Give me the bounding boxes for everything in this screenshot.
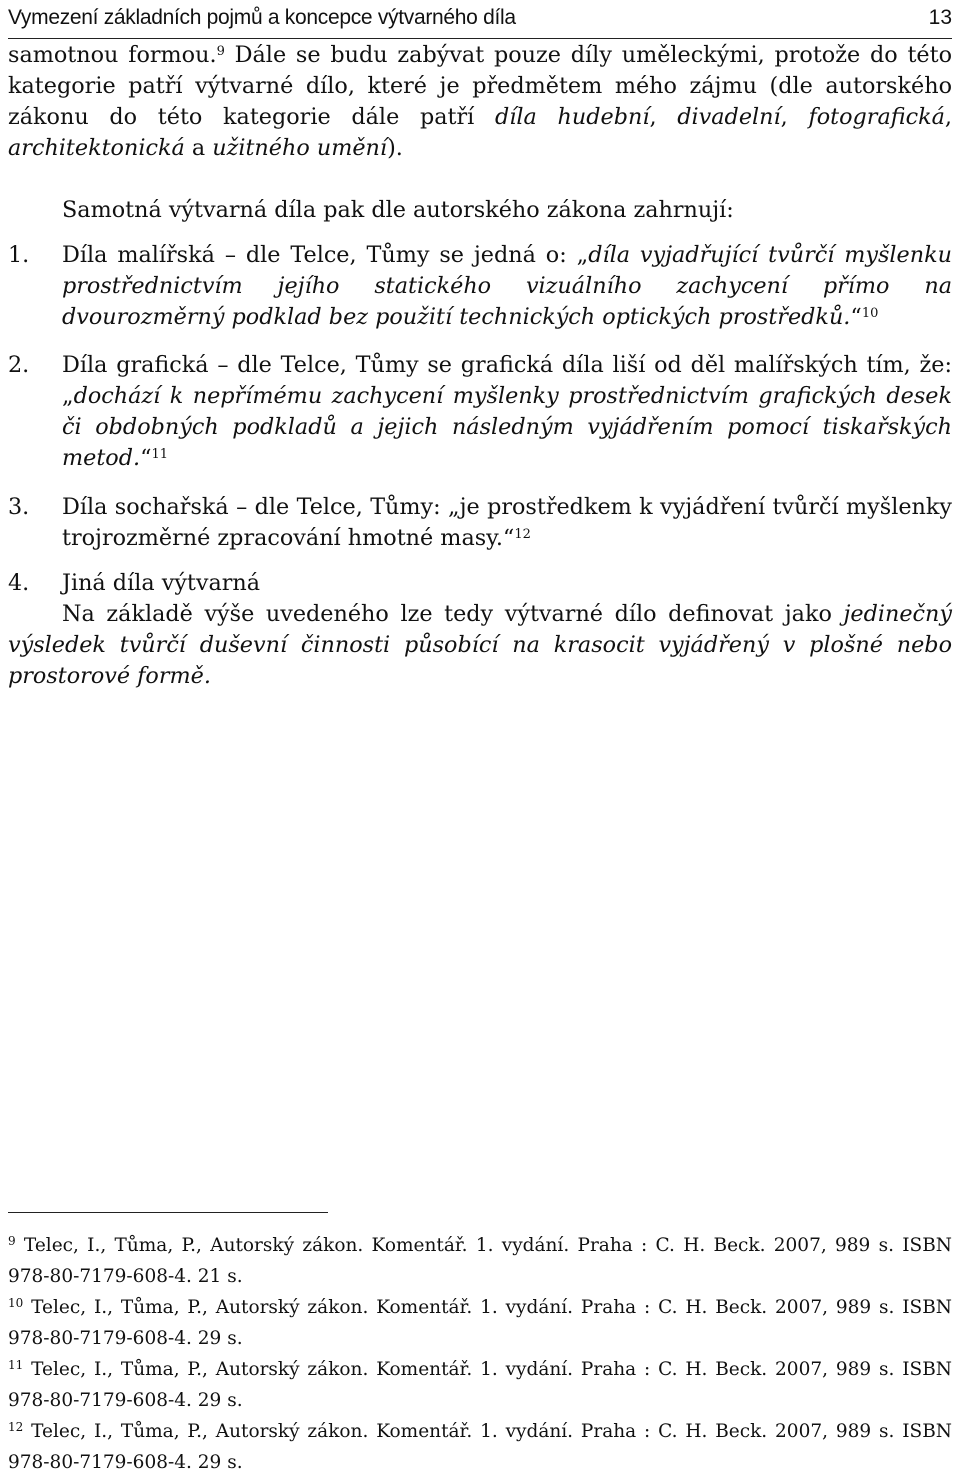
text-run: Díla malířská – dle Telce, Tůmy se jedná o: „ xyxy=(62,242,589,268)
page-number: 13 xyxy=(928,6,952,29)
text-run: Jiná díla výtvarná xyxy=(62,570,261,596)
footnote-reference: 11 xyxy=(151,447,169,462)
footnote-text: Telec, I., Tůma, P., Autorský zákon. Komentář. 1. vydání. Praha : C. H. Beck. 2007, 989 s. ISBN 978-80-7179-608-4. 29 s. xyxy=(8,1421,952,1473)
footnote-9 xyxy=(8,1230,952,1292)
text-run: “ xyxy=(850,304,862,330)
paragraph-conclusion xyxy=(8,599,952,692)
text-run: , xyxy=(649,104,678,130)
text-run: “ xyxy=(140,445,152,471)
emphasized-text: divadelní xyxy=(677,104,781,130)
list-number: 4. xyxy=(8,570,30,596)
text-run: Samotná výtvarná díla pak dle autorského zákona zahrnují: xyxy=(62,197,734,223)
footnote-number: 12 xyxy=(8,1420,24,1434)
footnote-reference: 9 xyxy=(216,44,225,59)
footnote-10 xyxy=(8,1292,952,1354)
footnote-12 xyxy=(8,1416,952,1478)
text-run: Díla sochařská – dle Telce, Tůmy: „je prostředkem k vyjádření tvůrčí myšlenky trojrozměrné zpracování hmotné masy.“ xyxy=(62,494,952,551)
emphasized-text: fotografická xyxy=(808,104,945,130)
list-number: 1. xyxy=(8,242,30,268)
emphasized-text: díla hudební xyxy=(494,104,650,130)
list-item-other xyxy=(8,568,952,599)
paragraph-list-lead xyxy=(8,195,952,226)
emphasized-text: architektonická xyxy=(8,135,185,161)
header-title: Vymezení základních pojmů a koncepce výtvarného díla xyxy=(8,6,516,29)
footnote-11 xyxy=(8,1354,952,1416)
text-run: , xyxy=(944,104,952,130)
footnote-number: 9 xyxy=(8,1234,16,1248)
paragraph-intro xyxy=(8,40,952,164)
footnote-text: Telec, I., Tůma, P., Autorský zákon. Komentář. 1. vydání. Praha : C. H. Beck. 2007, 989 s. ISBN 978-80-7179-608-4. 29 s. xyxy=(8,1359,952,1411)
text-run: Díla grafická – dle Telce, Tůmy se grafická díla liší od děl malířských tím, že: „ xyxy=(62,352,952,409)
running-header xyxy=(8,2,952,39)
list-item-text xyxy=(62,568,952,599)
list-number: 3. xyxy=(8,494,30,520)
text-run: Na základě výše uvedeného lze tedy výtvarné dílo definovat jako xyxy=(62,601,844,627)
emphasized-text: díla vyjadřující tvůrčí myšlenku prostřednictvím jejího statického vizuálního zachycení přímo na dvourozměrný podklad bez použití technických optických prostředků. xyxy=(62,242,952,330)
text-run: Dále se budu zabývat pouze díly uměleckými, protože do této kategorie patří výtvarné dílo, které je předmětem mého zájmu (dle autorského zákonu do této kategorie dále patří xyxy=(8,42,952,130)
list-item-text xyxy=(62,350,952,474)
list-item-text xyxy=(62,492,952,554)
text-run: ). xyxy=(387,135,403,161)
footnote-number: 10 xyxy=(8,1296,24,1310)
footnote-number: 11 xyxy=(8,1358,24,1372)
footnote-reference: 10 xyxy=(861,306,879,321)
emphasized-text: dochází k nepřímému zachycení myšlenky prostřednictvím grafických desek či obdobných podkladů a jejich následným vyjádřením pomocí tiskařských metod. xyxy=(62,383,952,471)
list-item-painting xyxy=(8,240,952,333)
emphasized-text: jedinečný výsledek tvůrčí duševní činnosti působící na krasocit vyjádřený v plošné nebo prostorové formě. xyxy=(8,601,952,689)
text-run: samotnou formou. xyxy=(8,42,217,68)
text-run: , xyxy=(780,104,809,130)
emphasized-text: užitného umění xyxy=(212,135,388,161)
list-item-text xyxy=(62,240,952,333)
text-run: a xyxy=(184,135,213,161)
list-number: 2. xyxy=(8,352,30,378)
footnote-text: Telec, I., Tůma, P., Autorský zákon. Komentář. 1. vydání. Praha : C. H. Beck. 2007, 989 s. ISBN 978-80-7179-608-4. 21 s. xyxy=(8,1235,952,1287)
footnote-separator xyxy=(8,1212,328,1213)
footnote-reference: 12 xyxy=(514,527,531,542)
list-item-graphic xyxy=(8,350,952,474)
list-item-sculpture xyxy=(8,492,952,554)
footnote-text: Telec, I., Tůma, P., Autorský zákon. Komentář. 1. vydání. Praha : C. H. Beck. 2007, 989 s. ISBN 978-80-7179-608-4. 29 s. xyxy=(8,1297,952,1349)
